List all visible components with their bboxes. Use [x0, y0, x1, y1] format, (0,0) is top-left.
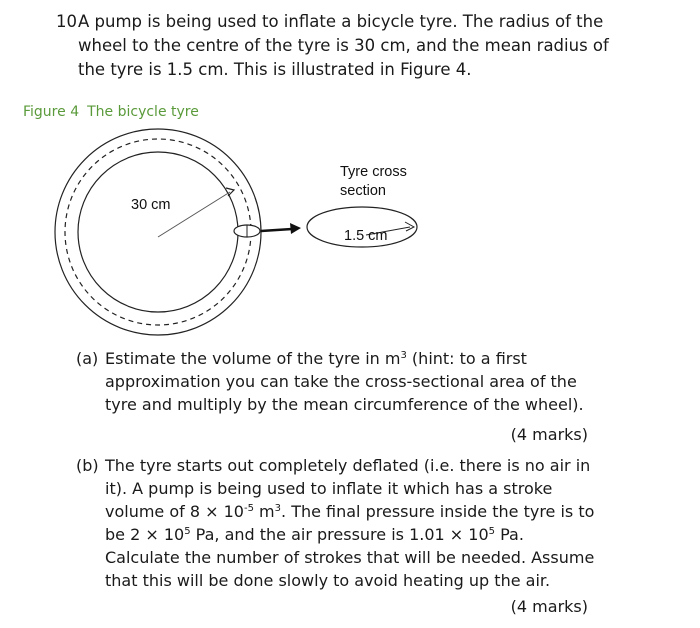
part-b-marks: (4 marks) [510, 597, 588, 616]
part-a-label: (a) [76, 349, 99, 368]
part-b-text: The tyre starts out completely deflated (i.e. there is no air in it). A pump is being used to inflate it which has a stroke volume of $8 \times 10^{-5}$ $m^3$. The final pressure inside the tyre is to be $2 \times 10^5$ Pa, and the air pressure is $1.01 \times 10^5$ Pa. Calculate the number of strokes that will be needed. Assume that this will be done slowly to avoid heating up the air. [105, 456, 595, 590]
part-a-text: Estimate the volume of the tyre in $m^3$ (hint: to a first approximation you can take the cross-sectional area of the tyre and multiply by the mean circumference of the wheel). [105, 349, 584, 414]
part-b-label: (b) [76, 456, 99, 475]
figure-caption-label: Figure 4 [23, 104, 80, 120]
cross-section-arrow-line [261, 229, 292, 231]
cross-section-label-line1: Tyre cross [340, 164, 407, 180]
cross-section-arrowhead [290, 223, 301, 234]
part-a-marks: (4 marks) [510, 425, 588, 444]
tyre-inner-circle [78, 152, 238, 312]
part-b [76, 454, 596, 592]
question-number: 10 [56, 12, 77, 31]
radius-label: 30 cm [131, 197, 171, 213]
tyre-radius-label: 1.5 cm [344, 228, 388, 244]
tyre-outer-circle [55, 129, 261, 335]
cross-section-label-line2: section [340, 183, 386, 199]
part-a [76, 347, 596, 416]
question-text: A pump is being used to inflate a bicycle tyre. The radius of the wheel to the centre of the tyre is 30 cm, and the mean radius of the tyre is 1.5 cm. This is illustrated in Figure 4. [78, 12, 609, 79]
figure-caption-title: The bicycle tyre [87, 104, 199, 120]
tyre-centre-dashed-circle [65, 139, 251, 325]
cross-section-radius-arrowhead [405, 222, 414, 231]
